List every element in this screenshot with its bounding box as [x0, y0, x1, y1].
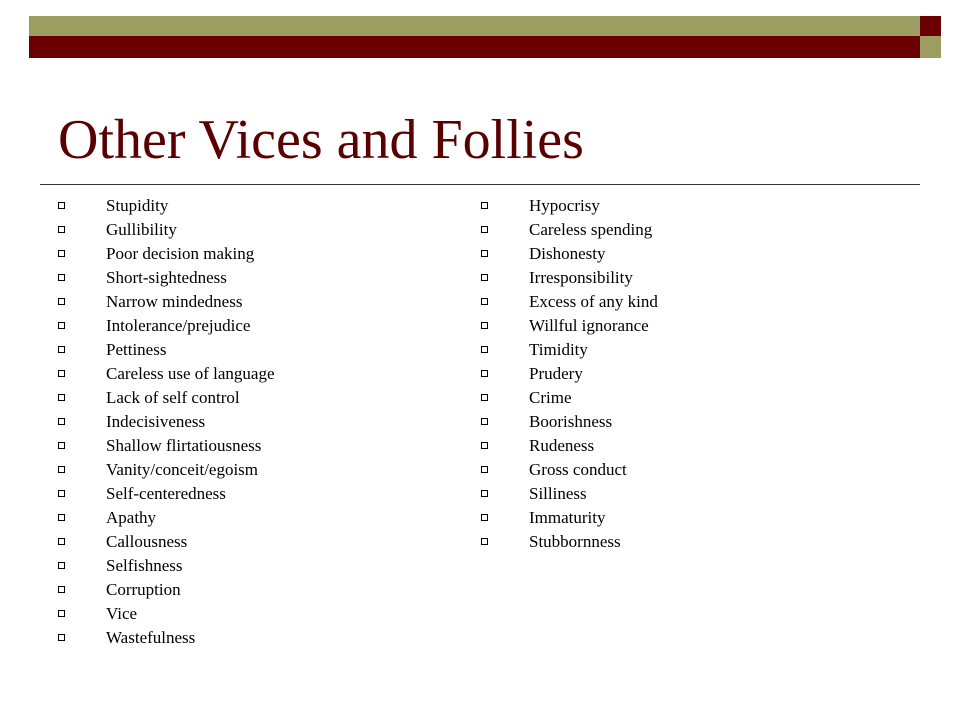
list-item-text: Corruption [106, 580, 181, 599]
list-item-text: Crime [529, 388, 572, 407]
list-item-text: Vanity/conceit/egoism [106, 460, 259, 479]
list-item-text: Selfishness [106, 556, 183, 575]
square-bullet-icon [58, 274, 65, 281]
list-item-text: Rudeness [529, 436, 595, 455]
square-bullet-icon [481, 298, 488, 305]
list-item-text: Immaturity [529, 508, 606, 527]
list-item-text: Poor decision making [106, 244, 255, 263]
square-bullet-icon [58, 202, 65, 209]
list-item [481, 266, 658, 290]
list-item-text: Silliness [529, 484, 587, 503]
list-item [58, 458, 275, 482]
list-item-text: Apathy [106, 508, 157, 527]
list-item [58, 218, 275, 242]
list-item [58, 410, 275, 434]
list-item-text: Stubbornness [529, 532, 621, 551]
square-bullet-icon [58, 466, 65, 473]
list-item-text: Hypocrisy [529, 196, 600, 215]
square-bullet-icon [58, 346, 65, 353]
list-item-text: Irresponsibility [529, 268, 633, 287]
square-bullet-icon [481, 538, 488, 545]
square-bullet-icon [58, 298, 65, 305]
list-item-text: Boorishness [529, 412, 613, 431]
list-item [58, 434, 275, 458]
list-item [481, 458, 658, 482]
square-bullet-icon [58, 442, 65, 449]
title-divider [40, 184, 920, 185]
square-bullet-icon [58, 370, 65, 377]
list-item-text: Wastefulness [106, 628, 196, 647]
square-bullet-icon [58, 322, 65, 329]
list-item-text: Timidity [529, 340, 588, 359]
list-item [481, 530, 658, 554]
list-item-text: Narrow mindedness [106, 292, 243, 311]
list-item [481, 506, 658, 530]
square-bullet-icon [481, 418, 488, 425]
slide-title: Other Vices and Follies [58, 109, 584, 171]
square-bullet-icon [481, 370, 488, 377]
list-item [58, 602, 275, 626]
square-bullet-icon [481, 490, 488, 497]
list-item [58, 386, 275, 410]
square-bullet-icon [58, 394, 65, 401]
list-item [58, 290, 275, 314]
list-item-text: Shallow flirtatiousness [106, 436, 262, 455]
square-bullet-icon [481, 442, 488, 449]
square-bullet-icon [481, 466, 488, 473]
list-item [481, 290, 658, 314]
list-item [58, 482, 275, 506]
square-bullet-icon [481, 226, 488, 233]
right-bullet-list [481, 194, 658, 554]
list-item-text: Indecisiveness [106, 412, 206, 431]
square-bullet-icon [58, 514, 65, 521]
list-item [481, 482, 658, 506]
list-item [481, 194, 658, 218]
list-item-text: Self-centeredness [106, 484, 226, 503]
list-item-text: Dishonesty [529, 244, 606, 263]
list-item [58, 362, 275, 386]
list-item [58, 338, 275, 362]
square-bullet-icon [58, 634, 65, 641]
list-item [58, 554, 275, 578]
square-bullet-icon [58, 610, 65, 617]
list-item [58, 266, 275, 290]
list-item-text: Callousness [106, 532, 188, 551]
list-item [58, 314, 275, 338]
list-item [481, 410, 658, 434]
list-item-text: Stupidity [106, 196, 169, 215]
list-item-text: Prudery [529, 364, 583, 383]
square-bullet-icon [58, 538, 65, 545]
square-bullet-icon [58, 490, 65, 497]
list-item-text: Intolerance/prejudice [106, 316, 251, 335]
list-item [58, 530, 275, 554]
list-item [481, 314, 658, 338]
list-item [481, 338, 658, 362]
list-item [58, 626, 275, 650]
square-bullet-icon [58, 562, 65, 569]
list-item [481, 386, 658, 410]
square-bullet-icon [481, 346, 488, 353]
list-item [58, 242, 275, 266]
list-item-text: Pettiness [106, 340, 167, 359]
list-item [481, 434, 658, 458]
square-bullet-icon [481, 394, 488, 401]
header-band [29, 16, 941, 58]
list-item-text: Willful ignorance [529, 316, 649, 335]
list-item-text: Short-sightedness [106, 268, 227, 287]
list-item [481, 242, 658, 266]
list-item-text: Gullibility [106, 220, 177, 239]
list-item-text: Excess of any kind [529, 292, 658, 311]
left-bullet-list [58, 194, 275, 650]
square-bullet-icon [481, 322, 488, 329]
square-bullet-icon [481, 250, 488, 257]
list-item-text: Vice [106, 604, 138, 623]
header-band-maroon [29, 36, 941, 58]
square-bullet-icon [58, 418, 65, 425]
header-corner-maroon [920, 16, 941, 36]
list-item [58, 506, 275, 530]
list-item-text: Lack of self control [106, 388, 240, 407]
list-item-text: Careless spending [529, 220, 653, 239]
square-bullet-icon [481, 274, 488, 281]
square-bullet-icon [481, 514, 488, 521]
list-item-text: Gross conduct [529, 460, 627, 479]
list-item [481, 362, 658, 386]
list-item [58, 194, 275, 218]
header-corner-olive [920, 36, 941, 58]
list-item [58, 578, 275, 602]
square-bullet-icon [58, 226, 65, 233]
square-bullet-icon [481, 202, 488, 209]
square-bullet-icon [58, 586, 65, 593]
list-item-text: Careless use of language [106, 364, 275, 383]
square-bullet-icon [58, 250, 65, 257]
list-item [481, 218, 658, 242]
header-band-olive [29, 16, 941, 36]
